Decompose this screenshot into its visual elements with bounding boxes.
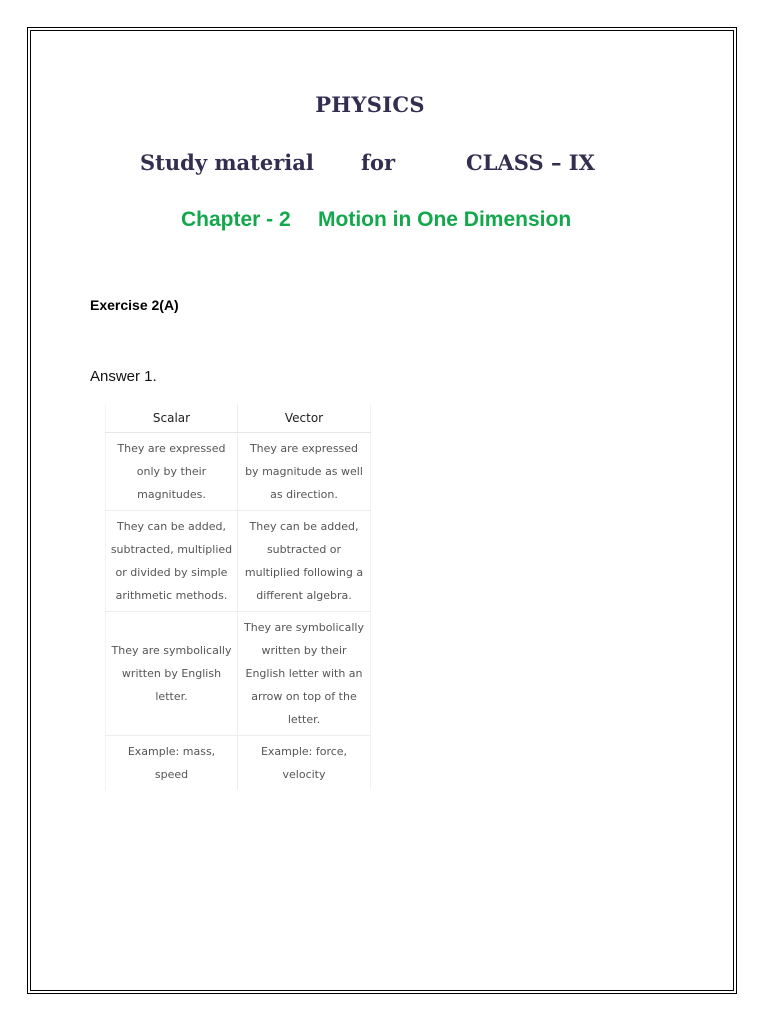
cell-text: They are expressed only by their magnitudes. xyxy=(117,442,226,501)
cell-text: Example: force, velocity xyxy=(260,745,348,781)
cell-text: They can be added, subtracted or multiplied following a different algebra. xyxy=(244,520,364,602)
column-header-scalar: Scalar xyxy=(106,404,238,433)
table-cell xyxy=(238,736,371,791)
subtitle-for: for xyxy=(361,150,396,175)
subtitle-study-material: Study material xyxy=(140,150,314,175)
column-header-vector: Vector xyxy=(238,404,371,433)
table-cell xyxy=(106,511,238,612)
table-cell xyxy=(238,612,371,736)
table-cell xyxy=(106,612,238,736)
table-cell xyxy=(238,433,371,511)
page-title: PHYSICS xyxy=(315,92,425,117)
cell-text: They are symbolically written by their English letter with an arrow on top of the letter. xyxy=(244,621,364,726)
scalar-vector-table xyxy=(105,404,371,790)
table-header-row xyxy=(106,404,371,433)
chapter-number: Chapter - 2 xyxy=(181,208,291,231)
table-cell xyxy=(106,736,238,791)
table-cell xyxy=(238,511,371,612)
table-row xyxy=(106,736,371,791)
table-cell xyxy=(106,433,238,511)
subtitle-class: CLASS – IX xyxy=(466,150,595,175)
cell-text: Example: mass, speed xyxy=(127,745,216,781)
answer-label: Answer 1. xyxy=(90,368,157,385)
cell-text: They are expressed by magnitude as well as direction. xyxy=(245,442,363,501)
table-row xyxy=(106,433,371,511)
cell-text: They are symbolically written by English letter. xyxy=(111,644,232,703)
table-row xyxy=(106,612,371,736)
table-row xyxy=(106,511,371,612)
exercise-heading: Exercise 2(A) xyxy=(90,297,179,313)
cell-text: They can be added, subtracted, multiplied or divided by simple arithmetic methods. xyxy=(110,520,233,602)
chapter-title: Motion in One Dimension xyxy=(318,208,572,231)
